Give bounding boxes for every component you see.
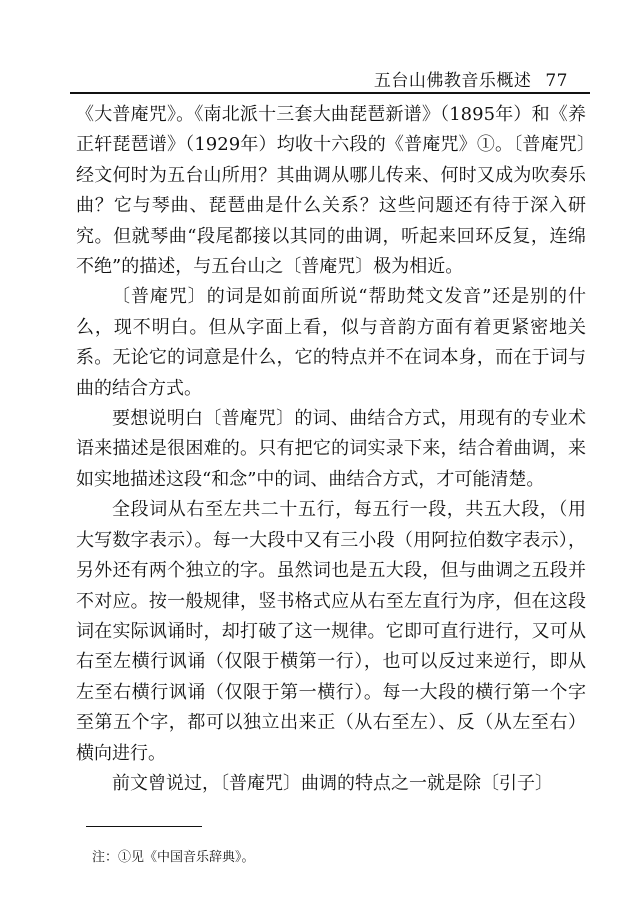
body-text [76,100,586,799]
page-number: 77 [545,71,568,91]
paragraph-continued: 《大普庵咒》。《南北派十三套大曲琵琶新谱》（1895年）和《养正轩琵琶谱》（1929年）均收十六段的《普庵咒》①。〔普庵咒〕经文何时为五台山所用？其曲调从哪儿传来、何时又成为吹奏乐曲？它与琴曲、琵琶曲是什么关系？这些问题还有待于深入研究。但就琴曲“段尾都接以其同的曲调，听起来回环反复，连绵不绝”的描述，与五台山之〔普庵咒〕极为相近。 [76,104,586,278]
footnote-rule [86,826,202,827]
paragraph: 全段词从右至左共二十五行，每五行一段，共五大段，（用大写数字表示）。每一大段中又有三小段（用阿拉伯数字表示），另外还有两个独立的字。虽然词也是五大段，但与曲调之五段并不对应。按一般规律，竖书格式应从右至左直行为序，但在这段词在实际讽诵时，却打破了这一规律。它即可直行进行，又可从右至左横行讽诵（仅限于横第一行），也可以反过来逆行，即从左至右横行讽诵（仅限于第一横行）。每一大段的横行第一个字至第五个字，都可以独立出来正（从右至左）、反（从左至右）横向进行。 [76,499,586,764]
paragraph: 〔普庵咒〕的词是如前面所说“帮助梵文发音”还是别的什么，现不明白。但从字面上看，似与音韵方面有着更紧密地关系。无论它的词意是什么，它的特点并不在词本身，而在于词与曲的结合方式。 [76,286,586,399]
header-rule [70,92,590,94]
running-title: 五台山佛教音乐概述 [373,71,532,91]
running-header [374,66,568,91]
paragraph: 前文曾说过，〔普庵咒〕曲调的特点之一就是除〔引子〕 [112,772,553,794]
footnote: 注：①见《中国音乐辞典》。 [92,850,255,865]
paragraph: 要想说明白〔普庵咒〕的词、曲结合方式，用现有的专业术语来描述是很困难的。只有把它的词实录下来，结合着曲调，来如实地描述这段“和念”中的词、曲结合方式，才可能清楚。 [76,408,586,490]
